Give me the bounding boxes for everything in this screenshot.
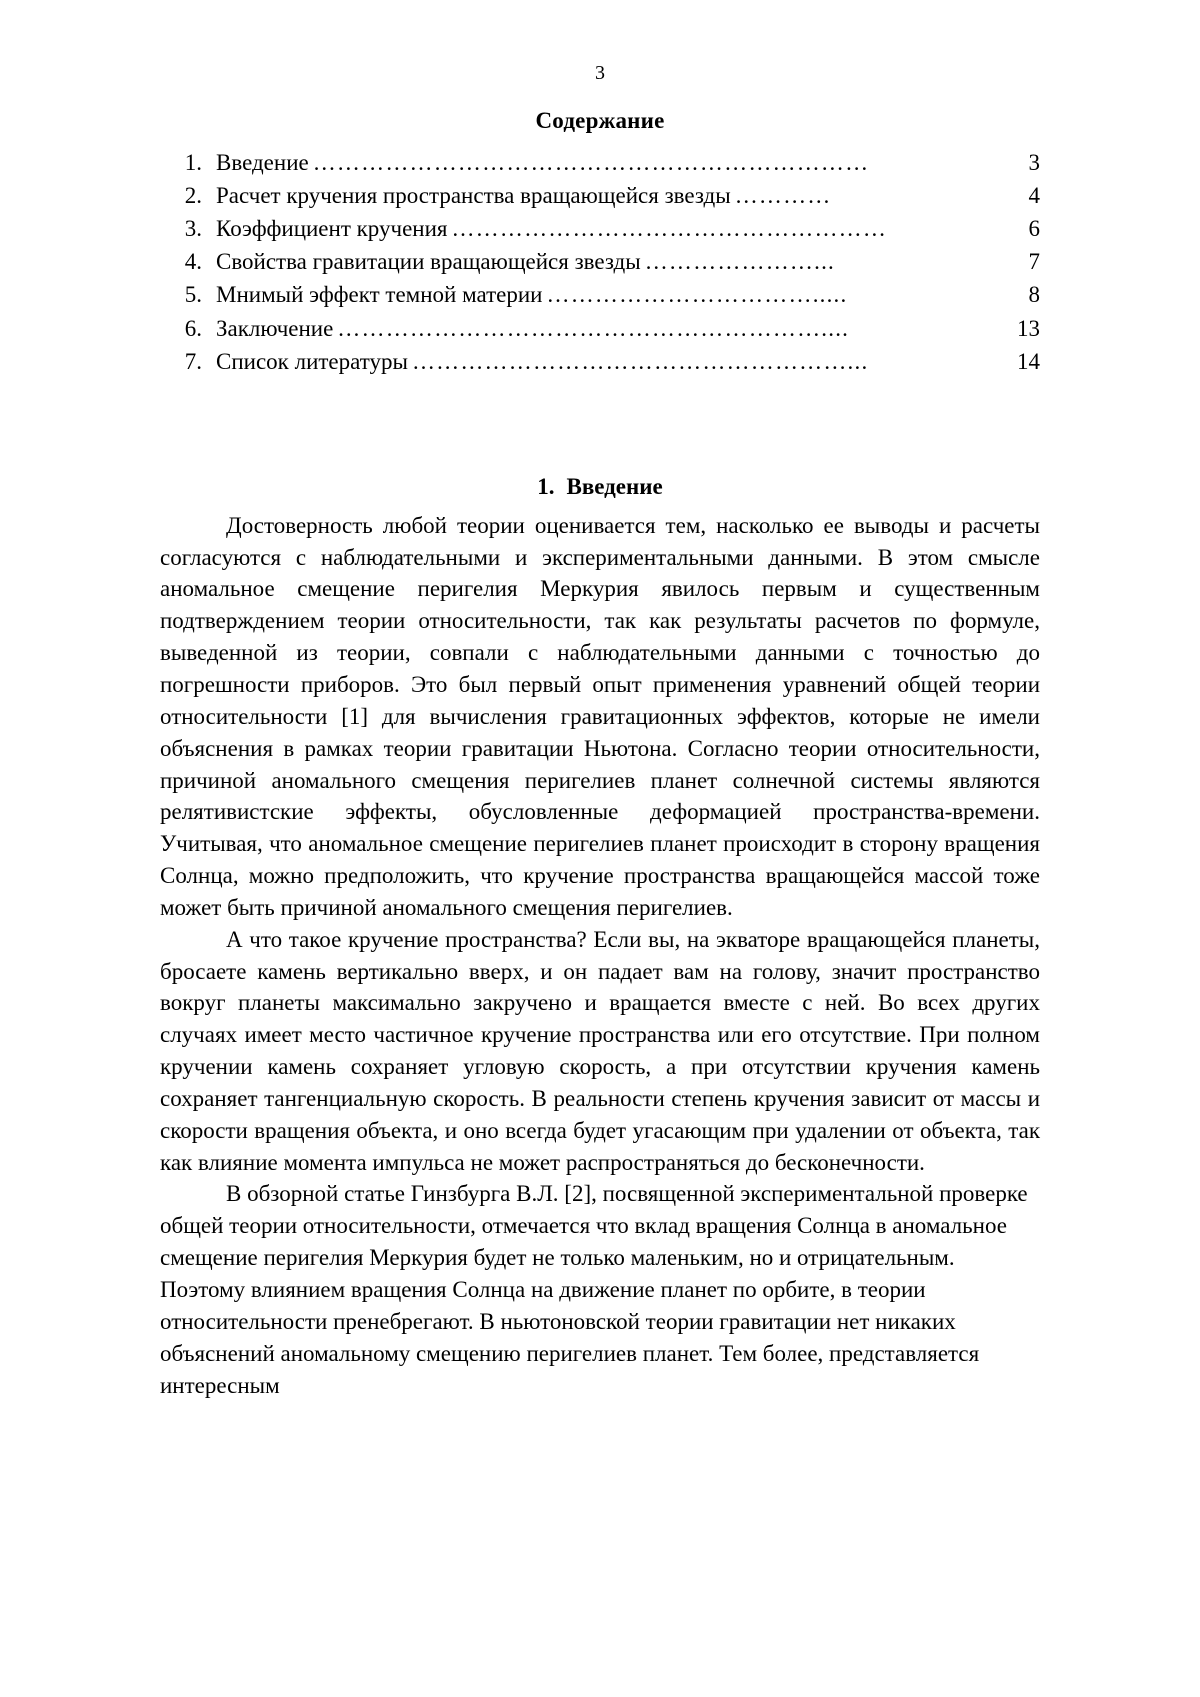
paragraph: Достоверность любой теории оценивается тем, насколько ее выводы и расчеты согласуются с наблюдательными и экспериментальными данными. В этом смысле аномальное смещение перигелия Меркурия явилось первым и существенным подтверждением теории относительности, так как результаты расчетов по формуле, выведенной из теории, совпали с наблюдательными данными с точностью до погрешности приборов. Это был первый опыт применения уравнений общей теории относительности [1] для вычисления гравитационных эффектов, которые не имели объяснения в рамках теории гравитации Ньютона. Согласно теории относительности, причиной аномального смещения перигелиев планет солнечной системы являются релятивистские эффекты, обусловленные деформацией пространства-времени. Учитывая, что аномальное смещение перигелиев планет происходит в сторону вращения Солнца, можно предположить, что кручение пространства вращающейся массой тоже может быть причиной аномального смещения перигелиев. xyxy=(160,512,1040,920)
toc-entry-label: Коэффициент кручения xyxy=(216,216,448,242)
toc-entry-number: 6. xyxy=(184,315,202,341)
toc-entry xyxy=(160,179,1040,212)
toc-entry-page: 7 xyxy=(1028,249,1040,275)
toc-entry-label: Список литературы xyxy=(216,348,408,374)
toc-entry-page: 3 xyxy=(1028,150,1040,175)
page-content xyxy=(160,108,1040,1401)
table-of-contents-title: Содержание xyxy=(535,108,665,133)
toc-entry-label: Свойства гравитации вращающейся звезды xyxy=(216,249,641,275)
toc-entry xyxy=(160,345,1040,378)
toc-entry-number: 1. xyxy=(184,150,202,175)
toc-entry-number: 2. xyxy=(184,183,202,209)
toc-entry-leader: …………………... xyxy=(644,249,835,275)
toc-entry-number: 3. xyxy=(184,216,202,242)
toc-entry-page: 14 xyxy=(1017,348,1040,374)
toc-entry-label: Мнимый эффект темной материи xyxy=(216,282,543,308)
section-body xyxy=(160,510,1040,1402)
toc-entry-number: 5. xyxy=(184,282,202,308)
section-number: 1. xyxy=(537,473,555,499)
toc-entry-number: 7. xyxy=(184,348,202,374)
toc-entry-leader: ………… xyxy=(734,183,832,209)
paragraph: В обзорной статье Гинзбурга В.Л. [2], посвященной экспериментальной проверке общей теории относительности, отмечается что вклад вращения Солнца в аномальное смещение перигелия Меркурия будет не только маленьким, но и отрицательным. Поэтому влиянием вращения Солнца на движение планет по орбите, в теории относительности пренебрегают. В ньютоновской теории гравитации нет никаких объяснений аномальному смещению перигелиев планет. Тем более, представляется интересным xyxy=(160,1181,1028,1398)
toc-entry xyxy=(160,212,1040,245)
table-of-contents xyxy=(160,146,1040,378)
toc-entry-label: Заключение xyxy=(216,315,334,341)
toc-entry-leader: …………………………………………………….... xyxy=(337,315,850,341)
section-heading xyxy=(160,474,1040,500)
toc-entry-label: Введение xyxy=(216,150,309,175)
toc-entry xyxy=(160,245,1040,278)
toc-entry-leader: ……………………………………………… xyxy=(451,216,888,242)
toc-entry-page: 4 xyxy=(1028,183,1040,209)
toc-entry xyxy=(160,146,1040,179)
page-number: 3 xyxy=(595,62,605,84)
section-title: Введение xyxy=(566,473,663,499)
toc-entry-page: 13 xyxy=(1017,315,1040,341)
toc-entry-label: Расчет кручения пространства вращающейся звезды xyxy=(216,183,731,209)
toc-entry-page: 8 xyxy=(1028,282,1040,308)
toc-entry-leader: ……………………………..... xyxy=(546,282,848,308)
toc-entry xyxy=(160,278,1040,311)
toc-entry-leader: …………………………………………………………… xyxy=(312,150,870,175)
toc-entry-number: 4. xyxy=(184,249,202,275)
toc-entry-leader: ………………………………………………... xyxy=(411,348,869,374)
toc-entry-page: 6 xyxy=(1028,216,1040,242)
toc-entry xyxy=(160,312,1040,345)
paragraph: А что такое кручение пространства? Если вы, на экваторе вращающейся планеты, бросаете камень вертикально вверх, и он падает вам на голову, значит пространство вокруг планеты максимально закручено и вращается вместе с ней. Во всех других случаях имеет место частичное кручение пространства или его отсутствие. При полном кручении камень сохраняет угловую скорость, а при отсутствии кручения камень сохраняет тангенциальную скорость. В реальности степень кручения зависит от массы и скорости вращения объекта, и оно всегда будет угасающим при удалении от объекта, так как влияние момента импульса не может распространяться до бесконечности. xyxy=(160,926,1040,1175)
